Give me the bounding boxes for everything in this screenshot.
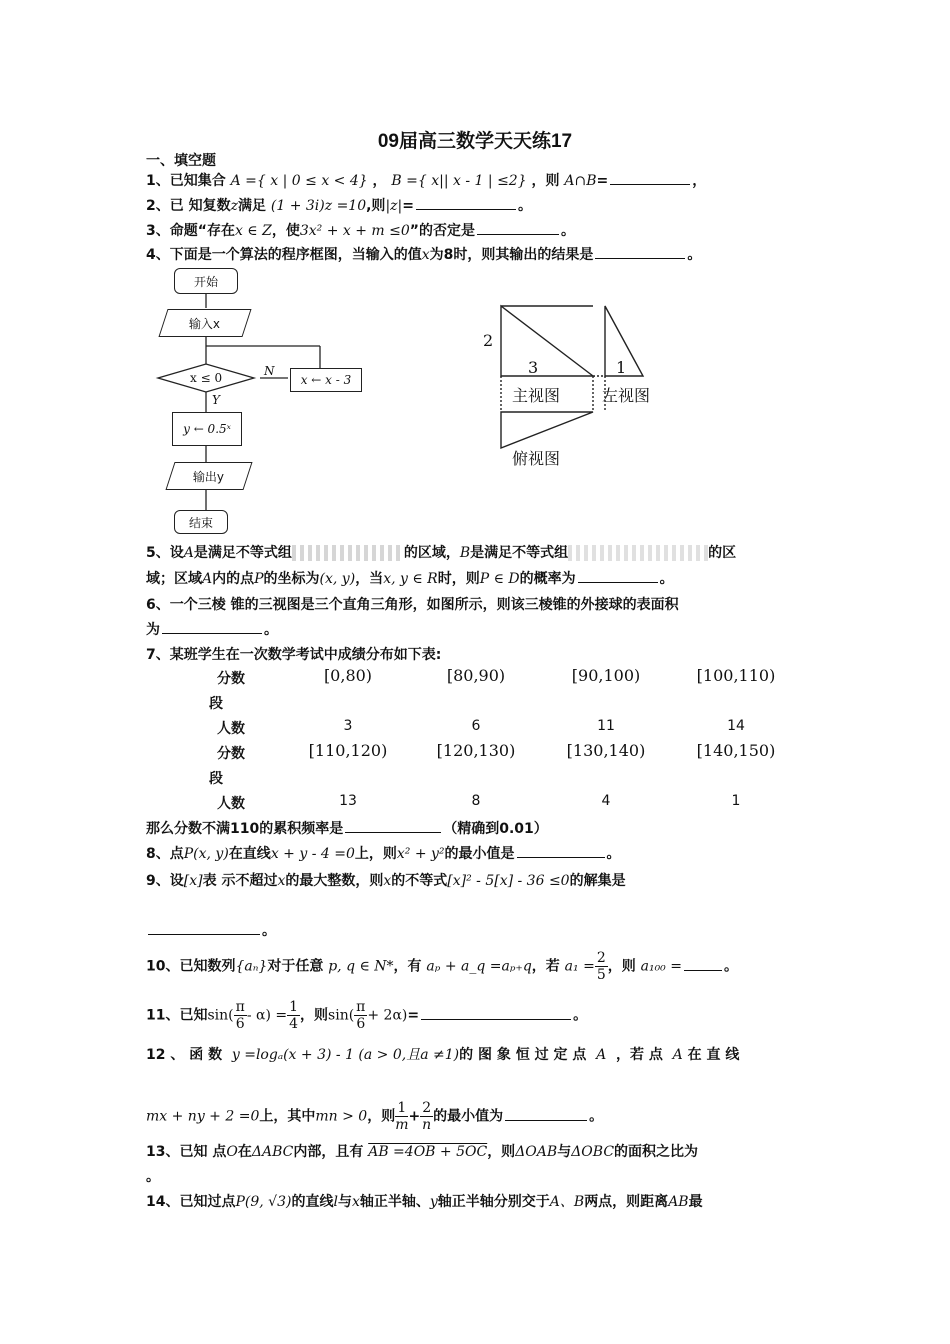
q5-tail: 。 bbox=[659, 571, 674, 587]
q5-set-b: B bbox=[459, 545, 471, 561]
q9-answer-blank[interactable] bbox=[148, 920, 260, 935]
q5-h: 的坐标为 bbox=[263, 571, 320, 587]
q10-a100: a₁₀₀ = bbox=[640, 958, 682, 975]
q8-mid: 在直线 bbox=[228, 846, 271, 862]
q14-end: 两点，则距离 bbox=[584, 1194, 669, 1210]
q3-end: ”的否定是 bbox=[409, 223, 475, 239]
flowchart-output bbox=[165, 462, 252, 490]
q12-line: mx + ny + 2 =0 bbox=[146, 1108, 260, 1125]
q12-d1: m bbox=[395, 1117, 409, 1133]
q2-answer-blank[interactable] bbox=[416, 195, 516, 210]
q7-row-header-score-2: 分数 bbox=[217, 746, 245, 762]
q8-tail: 。 bbox=[606, 846, 621, 862]
q11-lhs-a: sin( bbox=[207, 1007, 234, 1024]
q5-coord: (x, y) bbox=[319, 571, 356, 587]
question-3 bbox=[146, 220, 575, 240]
q7-range-7: [130,140) bbox=[566, 741, 646, 760]
q7-count-6: 8 bbox=[471, 793, 481, 809]
q7-count-4: 14 bbox=[727, 718, 745, 734]
q12-answer-blank[interactable] bbox=[505, 1106, 587, 1121]
q9-x2: x bbox=[383, 873, 392, 889]
flowchart-no-label: N bbox=[264, 364, 275, 378]
q2-ask: ,则 bbox=[366, 198, 386, 214]
q13-prefix: 13、已知 点 bbox=[146, 1144, 227, 1160]
q12-n1: 1 bbox=[395, 1100, 408, 1117]
q9-tail: 。 bbox=[262, 923, 276, 939]
q7-range-5: [110,120) bbox=[308, 741, 388, 760]
question-1 bbox=[146, 170, 706, 190]
label-front-view: 主视图 bbox=[512, 386, 561, 405]
q10-fraction bbox=[595, 950, 608, 983]
question-5-line-1 bbox=[146, 542, 736, 562]
q7-count-1: 3 bbox=[343, 718, 353, 734]
q2-mid: 满足 bbox=[238, 198, 267, 214]
q8-line: x + y - 4 =0 bbox=[270, 846, 355, 862]
q7-range-6: [120,130) bbox=[436, 741, 516, 760]
question-8 bbox=[146, 843, 621, 863]
flowchart-assign: y ← 0.5ˣ bbox=[172, 412, 242, 446]
q5-f: 域；区域 bbox=[146, 571, 202, 587]
q3-tail: 。 bbox=[560, 223, 575, 239]
front-view-triangle bbox=[501, 306, 593, 376]
q14-tail: 最 bbox=[688, 1194, 703, 1210]
q13-mid2: 内部，且有 bbox=[293, 1144, 364, 1160]
q4-prefix: 4、下面是一个算法的程序框图，当输入的值 bbox=[146, 247, 422, 263]
q11-prefix: 11、已知 bbox=[146, 1007, 208, 1024]
q7-range-4: [100,110) bbox=[696, 666, 776, 685]
q14-mid4: 轴正半轴分别交于 bbox=[437, 1194, 550, 1210]
q1-set-a: A ={ x | 0 ≤ x < 4} bbox=[230, 173, 368, 189]
q7-note: （精确到0.01） bbox=[443, 821, 548, 837]
q7-count-7: 4 bbox=[601, 793, 611, 809]
q10-seq: {aₙ} bbox=[235, 958, 268, 975]
q7-row-header-count-2: 人数 bbox=[217, 796, 245, 812]
q2-z: z bbox=[230, 198, 239, 214]
q7-row-header-count: 人数 bbox=[217, 721, 245, 737]
q10-ask: ，则 bbox=[607, 958, 636, 975]
q13-mid4: 与 bbox=[557, 1144, 572, 1160]
q9-mid3: 的不等式 bbox=[391, 873, 448, 889]
q10-a1: a₁ = bbox=[564, 958, 595, 975]
q10-rel: aₚ + a_q =aₚ₊q bbox=[426, 958, 532, 975]
q8-point: P(x, y) bbox=[183, 846, 229, 862]
q13-t1: ΔOAB bbox=[515, 1144, 558, 1160]
q4-tail: 。 bbox=[687, 247, 702, 263]
q2-end: = bbox=[402, 198, 414, 214]
q11-six: 6 bbox=[235, 1016, 245, 1032]
q11-frac-pi6 bbox=[234, 999, 247, 1032]
q14-prefix: 14、已知过点 bbox=[146, 1194, 236, 1210]
q6-tail: 。 bbox=[264, 622, 278, 638]
top-view-triangle bbox=[501, 412, 593, 448]
question-11 bbox=[146, 999, 587, 1032]
q10-cond: p, q ∈ N* bbox=[328, 958, 394, 975]
q7-row-header-score: 分数 bbox=[217, 671, 245, 687]
q9-mid2: 的最大整数，则 bbox=[285, 873, 384, 889]
q2-prefix: 2、已 知复数 bbox=[146, 198, 231, 214]
q11-answer-blank[interactable] bbox=[421, 1005, 571, 1020]
question-12-line-1 bbox=[146, 1044, 739, 1064]
q5-answer-blank[interactable] bbox=[578, 568, 658, 583]
q7-range-8: [140,150) bbox=[696, 741, 776, 760]
q5-system-image-2 bbox=[568, 545, 708, 561]
question-14 bbox=[146, 1191, 703, 1211]
q12-mid: 的 图 象 恒 过 定 点 bbox=[459, 1047, 587, 1063]
q8-end: 的最小值是 bbox=[444, 846, 515, 862]
question-7-intro: 7、某班学生在一次数学考试中成绩分布如下表: bbox=[146, 647, 442, 663]
flowchart-lines bbox=[150, 266, 380, 536]
q12-point-a: A bbox=[596, 1047, 607, 1063]
flowchart-start: 开始 bbox=[174, 268, 238, 294]
q10-mid2: ，有 bbox=[393, 958, 422, 975]
q5-j: 时，则 bbox=[437, 571, 480, 587]
label-base-3: 3 bbox=[528, 358, 539, 377]
q5-a: 5、设 bbox=[146, 545, 184, 561]
q3-answer-blank[interactable] bbox=[477, 220, 559, 235]
q10-prefix: 10、已知数列 bbox=[146, 958, 236, 975]
q9-x1: x bbox=[277, 873, 286, 889]
q12-mid3: 上，其中 bbox=[259, 1108, 316, 1125]
question-9-answer bbox=[146, 920, 276, 940]
q13-mid3: ，则 bbox=[487, 1144, 516, 1160]
q4-answer-blank[interactable] bbox=[595, 244, 685, 259]
question-13 bbox=[146, 1141, 698, 1161]
question-4 bbox=[146, 244, 701, 264]
q7-count-5: 13 bbox=[339, 793, 357, 809]
q7-count-2: 6 bbox=[471, 718, 481, 734]
q13-end: 的面积之比为 bbox=[614, 1144, 699, 1160]
q14-mid: 的直线 bbox=[291, 1194, 334, 1210]
q12-point-a-2: A bbox=[672, 1047, 683, 1063]
flowchart-output-label: 输出y bbox=[193, 469, 225, 484]
q2-equation: (1 + 3i)z =10 bbox=[270, 198, 367, 214]
q8-ask: 上，则 bbox=[354, 846, 397, 862]
q5-k: 的概率为 bbox=[519, 571, 576, 587]
q14-point: P(9, √3) bbox=[235, 1194, 292, 1210]
q13-vector-eq: AB =4OB + 5OC bbox=[368, 1144, 488, 1160]
q12-cond: mn > 0 bbox=[315, 1108, 368, 1125]
q12-frac-1 bbox=[395, 1100, 408, 1133]
q5-b: 是满足不等式组 bbox=[193, 545, 292, 561]
q4-var: x bbox=[421, 247, 430, 263]
q6-answer-blank[interactable] bbox=[162, 619, 262, 634]
q13-triangle: ΔABC bbox=[251, 1144, 294, 1160]
q11-rhs-a: sin( bbox=[328, 1007, 355, 1024]
flowchart-update: x ← x - 3 bbox=[290, 368, 362, 392]
q9-prefix: 9、设 bbox=[146, 873, 184, 889]
q14-mid3: 轴正半轴、 bbox=[359, 1194, 430, 1210]
question-12-line-2 bbox=[146, 1100, 603, 1133]
q11-tail: 。 bbox=[573, 1007, 588, 1024]
q7-row-header-segment: 段 bbox=[209, 696, 223, 712]
q9-end: 的解集是 bbox=[569, 873, 626, 889]
q5-cond: x, y ∈ R bbox=[383, 571, 438, 587]
q4-end: 为8时，则其输出的结果是 bbox=[429, 247, 594, 263]
q13-point-o: O bbox=[226, 1144, 238, 1160]
q12-prefix: 12 、 函 数 bbox=[146, 1047, 223, 1063]
q9-floor: [x] bbox=[183, 873, 203, 889]
q3-mid: ，使 bbox=[271, 223, 300, 239]
q12-frac-2 bbox=[420, 1100, 433, 1133]
q5-set-a-2: A bbox=[202, 571, 213, 587]
q12-n2: 2 bbox=[422, 1100, 432, 1116]
q12-end: 在 直 线 bbox=[687, 1047, 740, 1063]
q10-den: 5 bbox=[596, 967, 606, 983]
q13-t2: ΔOBC bbox=[571, 1144, 615, 1160]
q11-lhs-b: - α) = bbox=[246, 1007, 288, 1024]
q1-expr: A∩B bbox=[564, 173, 597, 189]
q11-ask: ，则 bbox=[300, 1007, 329, 1024]
q14-y: y bbox=[429, 1194, 438, 1210]
q14-line-l: l bbox=[333, 1194, 338, 1210]
q14-AB: AB bbox=[668, 1194, 689, 1210]
q10-num: 2 bbox=[596, 950, 606, 966]
q10-mid: 对于任意 bbox=[267, 958, 324, 975]
q12-mid4: ，则 bbox=[367, 1108, 396, 1125]
q7-range-1: [0,80) bbox=[323, 666, 373, 685]
q12-d2: n bbox=[422, 1117, 432, 1133]
q13-mid: 在 bbox=[237, 1144, 252, 1160]
flowchart-condition: x ≤ 0 bbox=[190, 371, 223, 385]
q3-cond: x ∈ Z bbox=[234, 223, 272, 239]
flowchart-yes-label: Y bbox=[212, 393, 220, 407]
q12-mid2: ，若 点 bbox=[616, 1047, 663, 1063]
q11-frac-pi6-2 bbox=[354, 999, 367, 1032]
q5-i: ，当 bbox=[355, 571, 384, 587]
question-2 bbox=[146, 195, 532, 215]
flowchart-end: 结束 bbox=[174, 510, 228, 534]
q5-point-p: P bbox=[254, 571, 264, 587]
q1-set-b: B ={ x|| x - 1 | ≤2} bbox=[391, 173, 527, 189]
q6-prefix: 为 bbox=[146, 622, 160, 638]
q14-x: x bbox=[351, 1194, 360, 1210]
q1-ask: ，则 bbox=[531, 173, 560, 189]
q5-d: 是满足不等式组 bbox=[470, 545, 569, 561]
question-6-line-1: 6、一个三棱 锥的三视图是三个直角三角形，如图所示，则该三棱锥的外接球的表面积 bbox=[146, 597, 679, 613]
q11-pi: π bbox=[235, 999, 245, 1015]
q1-end: ， bbox=[692, 173, 707, 189]
q7-ask: 那么分数不满110的累积频率是 bbox=[146, 821, 344, 837]
q9-mid: 表 示不超过 bbox=[202, 873, 278, 889]
q12-plus: + bbox=[408, 1108, 421, 1125]
page-title: 09届高三数学天天练17 bbox=[377, 131, 573, 152]
q12-ask: 的最小值为 bbox=[433, 1108, 504, 1125]
q12-tail: 。 bbox=[589, 1108, 604, 1125]
label-side-view: 左视图 bbox=[602, 386, 651, 405]
question-13-line-2: 。 bbox=[146, 1169, 160, 1185]
q7-count-8: 1 bbox=[731, 793, 741, 809]
q7-range-3: [90,100) bbox=[571, 666, 641, 685]
q1-eq: = bbox=[596, 173, 609, 189]
q8-expr: x² + y² bbox=[396, 846, 445, 862]
q5-event: P ∈ D bbox=[479, 571, 520, 587]
label-height-2: 2 bbox=[483, 331, 494, 350]
q1-answer-blank[interactable] bbox=[610, 170, 690, 185]
label-top-view: 俯视图 bbox=[512, 449, 561, 468]
section-heading: 一、填空题 bbox=[146, 153, 216, 169]
q11-frac-quarter bbox=[287, 999, 300, 1032]
q7-row-header-segment-2: 段 bbox=[209, 771, 223, 787]
flowchart-input bbox=[158, 309, 251, 337]
q10-answer-blank[interactable] bbox=[684, 956, 722, 971]
q14-mid2: 与 bbox=[337, 1194, 352, 1210]
question-6-line-2 bbox=[146, 619, 278, 639]
q9-ineq: [x]² - 5[x] - 36 ≤0 bbox=[447, 873, 570, 889]
q11-one: 1 bbox=[289, 999, 299, 1015]
q5-set-a: A bbox=[183, 545, 194, 561]
q7-answer-blank[interactable] bbox=[345, 818, 441, 833]
q3-prefix: 3、命题“存在 bbox=[146, 223, 235, 239]
q8-prefix: 8、点 bbox=[146, 846, 184, 862]
q3-ineq: 3x² + x + m ≤0 bbox=[299, 223, 410, 239]
q11-six-2: 6 bbox=[356, 1016, 366, 1032]
question-7-ask bbox=[146, 818, 548, 838]
q5-g: 内的点 bbox=[212, 571, 255, 587]
q11-four: 4 bbox=[289, 1016, 299, 1032]
q11-rhs-b: + 2α) bbox=[367, 1007, 408, 1024]
flowchart-input-label: 输入x bbox=[189, 316, 221, 331]
q7-range-2: [80,90) bbox=[446, 666, 506, 685]
q2-abs: |z| bbox=[385, 198, 403, 214]
q5-c: 的区域， bbox=[403, 545, 460, 561]
question-10 bbox=[146, 950, 738, 983]
q7-count-3: 11 bbox=[597, 718, 615, 734]
q11-pi-2: π bbox=[356, 999, 366, 1015]
q8-answer-blank[interactable] bbox=[517, 843, 605, 858]
question-9 bbox=[146, 870, 626, 890]
q10-tail: 。 bbox=[723, 958, 738, 975]
q5-e: 的区 bbox=[708, 545, 737, 561]
q1-mid: ， bbox=[372, 173, 387, 189]
question-5-line-2 bbox=[146, 568, 674, 588]
three-views-figure bbox=[495, 304, 665, 454]
label-width-1: 1 bbox=[616, 358, 627, 377]
q12-function: y =logₐ(x + 3) - 1 (a > 0,且a ≠1) bbox=[231, 1047, 460, 1063]
q2-tail: 。 bbox=[517, 198, 532, 214]
q11-eq: = bbox=[407, 1007, 420, 1024]
q1-prefix: 1、已知集合 bbox=[146, 173, 226, 189]
q10-mid3: ，若 bbox=[531, 958, 560, 975]
q14-ab: A、B bbox=[549, 1194, 585, 1210]
q5-system-image-1 bbox=[292, 545, 404, 561]
